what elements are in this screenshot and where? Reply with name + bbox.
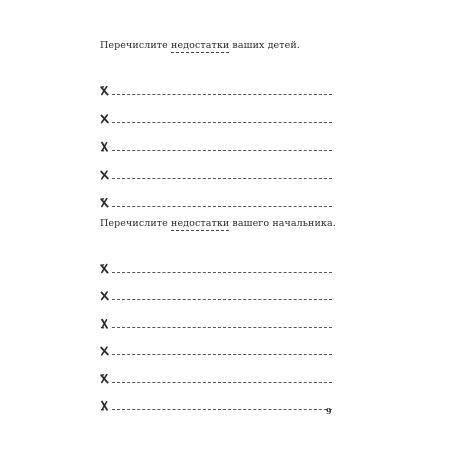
answer-line[interactable] — [100, 246, 332, 274]
cross-mark-icon — [100, 197, 109, 208]
dashed-line — [112, 122, 332, 123]
answer-line[interactable] — [100, 180, 332, 208]
dashed-line — [112, 327, 332, 328]
prompt-text-start: Перечислите — [100, 40, 172, 51]
answer-line[interactable] — [100, 124, 332, 152]
section-children-flaws — [100, 40, 332, 208]
cross-mark-icon — [100, 141, 109, 152]
prompt-text-end: вашего начальника. — [229, 218, 336, 229]
cross-mark-icon — [100, 400, 109, 411]
section-boss-flaws — [100, 218, 336, 411]
cross-mark-icon — [100, 113, 109, 124]
cross-mark-icon — [100, 373, 109, 384]
dashed-line — [112, 178, 332, 179]
prompt-text-start: Перечислите — [100, 218, 172, 229]
dashed-line — [112, 354, 332, 355]
cross-mark-icon — [100, 85, 109, 96]
prompt-boss — [100, 218, 336, 230]
dashed-line — [112, 382, 332, 383]
answer-line[interactable] — [100, 329, 332, 357]
dashed-line — [112, 206, 332, 207]
cross-mark-icon — [100, 290, 109, 301]
answer-line[interactable] — [100, 68, 332, 96]
cross-mark-icon — [100, 263, 109, 274]
cross-mark-icon — [100, 345, 109, 356]
answer-lines — [100, 68, 332, 208]
dashed-line — [112, 299, 332, 300]
answer-line[interactable] — [100, 356, 332, 384]
answer-line[interactable] — [100, 384, 332, 412]
prompt-text-end: ваших детей. — [229, 40, 300, 51]
dashed-line — [112, 94, 332, 95]
answer-line[interactable] — [100, 301, 332, 329]
cross-mark-icon — [100, 169, 109, 180]
answer-lines — [100, 246, 332, 411]
cross-mark-icon — [100, 318, 109, 329]
dashed-line — [112, 150, 332, 151]
prompt-children — [100, 40, 332, 52]
answer-line[interactable] — [100, 152, 332, 180]
page-number: 9 — [326, 406, 332, 416]
dashed-line — [112, 409, 332, 410]
prompt-emphasis: недостатки — [171, 40, 230, 51]
answer-line[interactable] — [100, 274, 332, 302]
prompt-emphasis: недостатки — [171, 218, 230, 229]
answer-line[interactable] — [100, 96, 332, 124]
dashed-line — [112, 272, 332, 273]
